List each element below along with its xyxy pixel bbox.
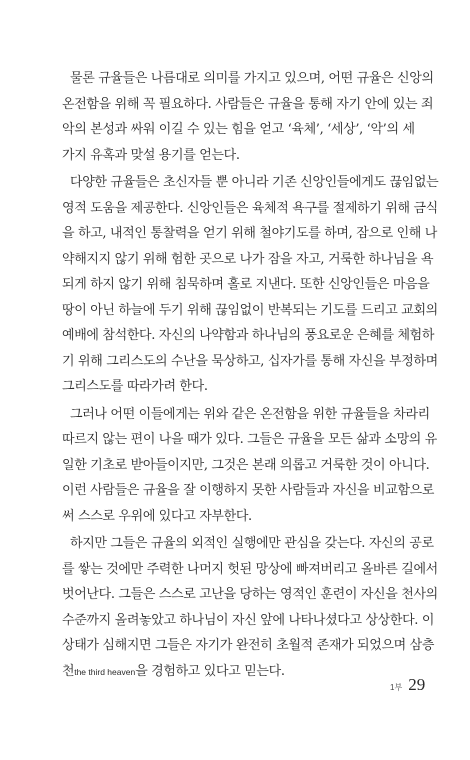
text-line: 기 위해 그리스도의 수난을 묵상하고, 십자가를 통해 자신을 부정하며 <box>62 353 438 369</box>
paragraph-2 <box>62 170 439 400</box>
paragraph-1 <box>62 66 434 168</box>
text-line: 영적 도움을 제공한다. 신앙인들은 육체적 욕구를 절제하기 위해 금식 <box>62 200 438 216</box>
text-line: 땅이 아닌 하늘에 두기 위해 끊임없이 반복되는 기도를 드리고 교회의 <box>62 302 438 318</box>
text-line: 일한 기초로 받아들이지만, 그것은 본래 의롭고 거룩한 것이 아니다. <box>62 457 430 473</box>
text-fragment: 을 경험하고 있다고 믿는다. <box>135 663 285 679</box>
text-line: 하지만 그들은 규율의 외적인 실행에만 관심을 갖는다. 자신의 공로 <box>70 536 434 551</box>
text-line: 그리스도를 따라가려 한다. <box>62 379 208 394</box>
text-line: 되게 하지 않기 위해 침묵하며 홀로 지낸다. 또한 신앙인들은 마음을 <box>62 277 430 292</box>
text-line: 따르지 않는 편이 나을 때가 있다. 그들은 규율을 모든 삶과 소망의 유 <box>62 432 438 447</box>
text-line: 온전함을 위해 꼭 필요하다. 사람들은 규율을 통해 자기 안에 있는 죄 <box>62 96 434 112</box>
text-line: 예배에 참석한다. 자신의 나약함과 하나님의 풍요로운 은혜를 체험하 <box>62 328 435 343</box>
text-line: 을 하고, 내적인 통찰력을 얻기 위해 철야기도를 하며, 잠으로 인해 나 <box>62 226 438 241</box>
text-line: 약해지지 않기 위해 험한 곳으로 나가 잠을 자고, 거룩한 하나님을 욕 <box>62 251 434 267</box>
english-gloss: the third heaven <box>74 666 136 677</box>
text-line: 이런 사람들은 규율을 잘 이행하지 못한 사람들과 자신을 비교함으로 <box>62 483 435 498</box>
paragraph-3 <box>62 402 438 530</box>
text-line: 수준까지 올려놓았고 하나님이 자신 앞에 나타나셨다고 상상한다. 이 <box>62 612 435 628</box>
part-label: 1부 <box>390 683 403 692</box>
text-fragment: 천 <box>62 663 75 679</box>
page-number: 29 <box>408 675 426 694</box>
text-line: 써 스스로 우위에 있다고 자부한다. <box>62 508 252 524</box>
text-line-last <box>62 659 414 685</box>
paragraph-4 <box>62 531 438 684</box>
text-line: 벗어난다. 그들은 스스로 고난을 당하는 영적인 훈련이 자신을 천사의 <box>62 587 438 602</box>
text-line: 를 쌓는 것에만 주력한 나머지 헛된 망상에 빠져버리고 올바른 길에서 <box>62 561 438 577</box>
text-line: 가지 유혹과 맞설 용기를 얻는다. <box>62 147 240 163</box>
text-line: 악의 본성과 싸워 이길 수 있는 힘을 얻고 ‘육체’, ‘세상’, ‘악’의 세 <box>62 122 415 137</box>
page-footer <box>390 675 425 695</box>
text-line: 상태가 심해지면 그들은 자기가 완전히 초월적 존재가 되었으며 삼층 <box>62 638 435 653</box>
text-line: 다양한 규율들은 초신자들 뿐 아니라 기존 신앙인들에게도 끊임없는 <box>70 175 439 190</box>
text-line: 물론 규율들은 나름대로 의미를 가지고 있으며, 어떤 규율은 신앙의 <box>70 71 434 86</box>
text-line: 그러나 어떤 이들에게는 위와 같은 온전함을 위한 규율들을 차라리 <box>70 406 430 422</box>
